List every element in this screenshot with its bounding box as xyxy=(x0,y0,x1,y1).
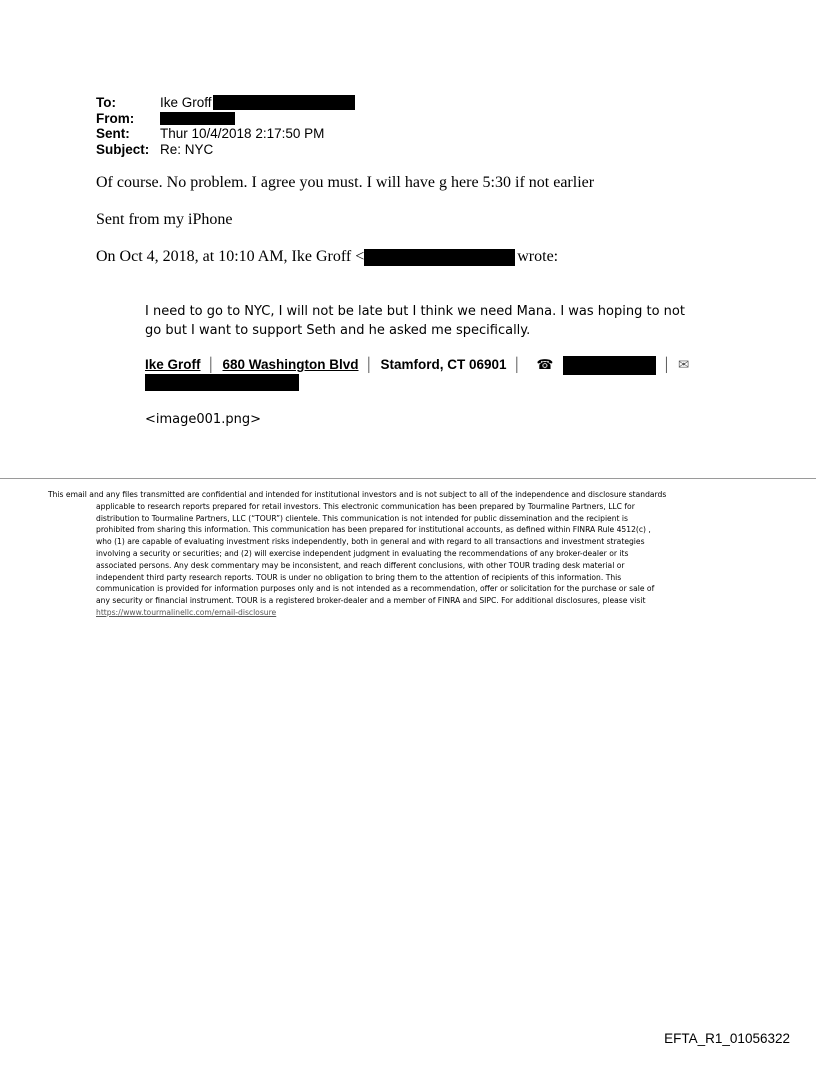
sent-from-text: Sent from my iPhone xyxy=(96,211,233,228)
sent-label: Sent: xyxy=(96,126,130,141)
signature-city: Stamford, CT 06901 xyxy=(380,357,507,373)
redaction-box xyxy=(213,95,355,110)
disclaimer xyxy=(48,489,668,619)
email-header xyxy=(96,95,355,157)
sent-row xyxy=(96,126,355,142)
redaction-box xyxy=(364,249,515,266)
redaction-box xyxy=(563,356,656,375)
from-row xyxy=(96,111,355,127)
quote-intro xyxy=(96,248,558,266)
document-id: EFTA_R1_01056322 xyxy=(664,1031,790,1046)
to-row xyxy=(96,95,355,111)
image-placeholder: <image001.png> xyxy=(145,412,261,427)
redaction-box xyxy=(145,374,299,391)
to-label: To: xyxy=(96,95,116,110)
quote-intro-prefix: On Oct 4, 2018, at 10:10 AM, Ike Groff < xyxy=(96,248,365,265)
signature xyxy=(145,356,689,375)
sent-value: Thur 10/4/2018 2:17:50 PM xyxy=(160,126,325,141)
subject-row xyxy=(96,142,355,158)
separator: │ xyxy=(513,357,522,373)
disclosure-link[interactable]: https://www.tourmalinellc.com/email-disclosure xyxy=(96,607,277,617)
subject-label: Subject: xyxy=(96,141,150,157)
separator: │ xyxy=(662,357,672,373)
from-label: From: xyxy=(96,110,135,126)
to-value: Ike Groff xyxy=(160,95,212,110)
subject-value: Re: NYC xyxy=(160,141,214,157)
reply-text: Of course. No problem. I agree you must. I will have g here 5:30 if not earlier xyxy=(96,174,595,191)
signature-address: 680 Washington Blvd xyxy=(222,357,359,373)
separator: │ xyxy=(365,357,374,373)
signature-name: Ike Groff xyxy=(145,357,201,373)
phone-icon: ☎ xyxy=(536,357,554,373)
disclaimer-text: This email and any files transmitted are confidential and intended for institutional investors and is not subject to all of the independence and disclosure standards applicable to research reports prepared for retail investors. This electronic communication has been prepared by Tourmaline Partners, LLC for distribution to Tourmaline Partners, LLC (“TOUR”) clientele. This communication is not intended for public dissemination and the recipient is prohibited from sharing this information. This communication has been prepared for institutional accounts, as defined within FINRA Rule 4512(c) , who (1) are capable of evaluating investment risks independently, both in general and with regard to all transactions and investment strategies involving a security or securities; and (2) will exercise independent judgment in evaluating the recommendations of any broker-dealer or its associated persons. Any desk commentary may be inconsistent, and reach different conclusions, with other TOUR trading desk material or independent third party research reports. TOUR is under no obligation to bring them to the attention of recipients of this information. This communication is provided for information purposes only and is not intended as a recommendation, offer or solicitation for the purchase or sale of any security or financial instrument. TOUR is a registered broker-dealer and a member of FINRA and SIPC. For additional disclosures, please visit xyxy=(48,490,667,606)
quote-intro-suffix: wrote: xyxy=(517,248,559,265)
quoted-message: I need to go to NYC, I will not be late but I think we need Mana. I was hoping to not go but I want to support Seth and he asked me specifically. xyxy=(145,304,685,338)
divider xyxy=(0,478,816,479)
separator: │ xyxy=(207,357,216,373)
envelope-icon: ✉ xyxy=(678,357,690,373)
redaction-box xyxy=(160,112,235,125)
